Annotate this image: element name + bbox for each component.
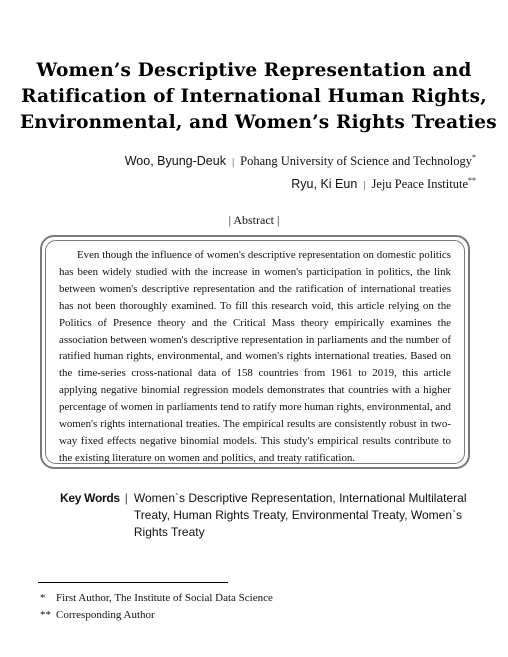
footnote-divider	[38, 582, 228, 583]
keywords	[60, 490, 470, 541]
paper-title	[20, 58, 497, 136]
footnote-2	[40, 609, 155, 621]
footnote-mark: *	[40, 592, 46, 604]
abstract-box	[40, 235, 470, 469]
author-mark: **	[468, 176, 476, 185]
author-affiliation: Jeju Peace Institute	[371, 177, 468, 191]
keywords-label: Key Words	[60, 491, 120, 505]
author-separator: |	[231, 156, 235, 168]
author-name: Woo, Byung-Deuk	[124, 154, 226, 168]
abstract-text: Even though the influence of women's descriptive representation on domestic politics has been widely studied with the increase in women's participation in politics, the link between women's descriptive representation and the ratification of international treaties has not been thoroughly examined. To fill this research void, this article relying on the Politics of Presence theory and the Critical Mass theory empirically examines the association between women's descriptive representation in parliaments and the number of ratified human rights, environmental, and women's rights international treaties. Based on the time-series cross-national data of 158 countries from 1961 to 2019, this article applying negative binomial regression models demonstrates that countries with a higher percentage of women in parliaments tend to ratify more human rights, environmental, and women's rights international treaties. The empirical results are consistently robust in two-way fixed effects negative binomial models. This study's empirical results contribute to the existing literature on women and politics, and treaty ratification.	[59, 249, 451, 464]
keywords-terms: Women`s Descriptive Representation, International Multilateral Treaty, Human Rights Treaty, Environmental Treaty, Women`s Rights Treaty	[133, 491, 467, 539]
title-line-1: Women’s Descriptive Representation and	[36, 60, 472, 81]
author-1	[125, 153, 476, 169]
author-name: Ryu, Ki Eun	[291, 177, 358, 191]
footnote-text: First Author, The Institute of Social Data Science	[56, 592, 273, 604]
footnote-text: Corresponding Author	[56, 609, 155, 621]
author-separator: |	[363, 179, 366, 191]
author-2	[291, 176, 476, 192]
footnote-1	[40, 592, 273, 604]
author-mark: *	[472, 153, 476, 162]
footnote-mark: **	[40, 609, 51, 621]
keywords-separator: |	[124, 491, 128, 505]
author-affiliation: Pohang University of Science and Technology	[240, 154, 472, 168]
title-line-2: Ratification of International Human Rights,	[21, 86, 487, 107]
abstract-heading: | Abstract |	[228, 213, 280, 227]
title-line-3: Environmental, and Women’s Rights Treaties	[20, 112, 497, 133]
